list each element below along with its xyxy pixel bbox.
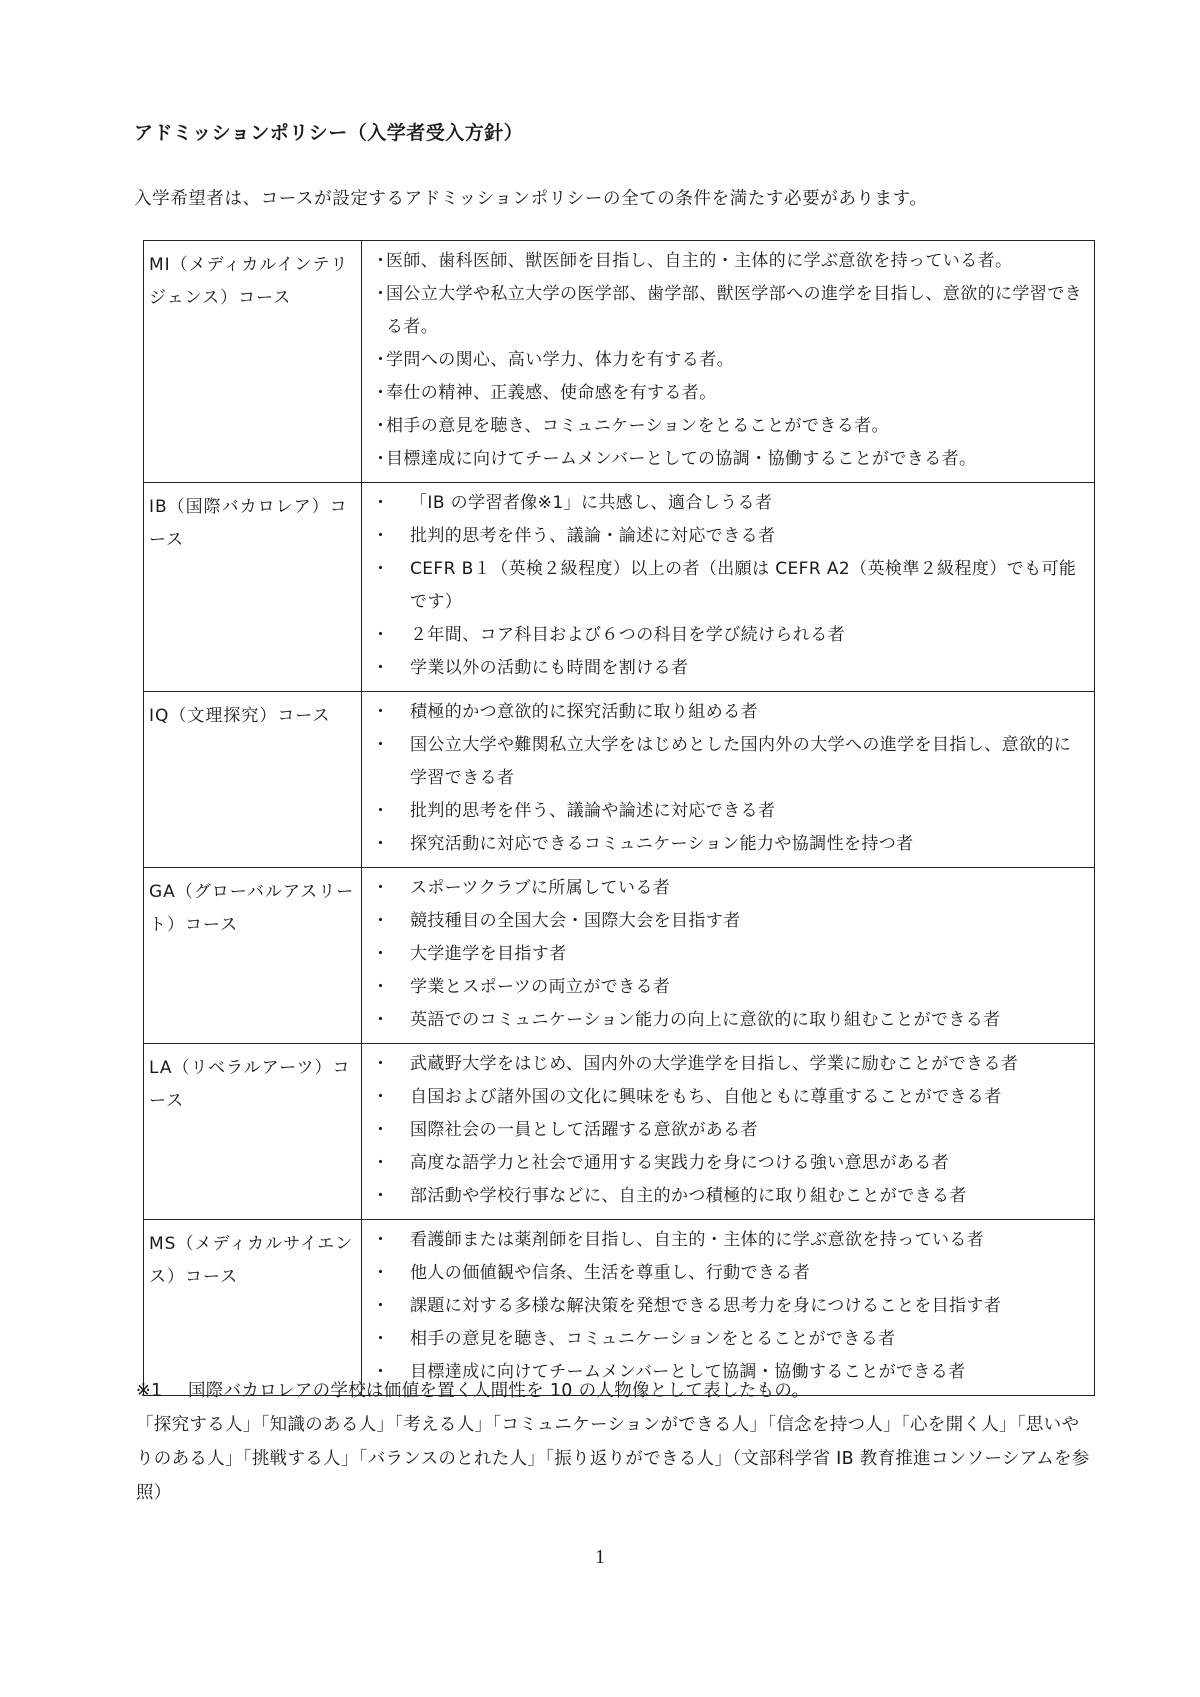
bullet-icon: ・ <box>372 559 390 579</box>
course-requirements <box>362 241 1095 483</box>
course-row <box>144 1044 1095 1220</box>
requirement-item <box>372 487 1088 520</box>
requirement-text: 目標達成に向けてチームメンバーとしての協調・協働することができる者。 <box>386 449 977 469</box>
bullet-icon: ・ <box>372 1186 390 1206</box>
requirement-item <box>372 1224 1088 1257</box>
requirement-text: 英語でのコミュニケーション能力の向上に意欲的に取り組むことができる者 <box>410 1010 1001 1030</box>
requirement-item <box>372 905 1088 938</box>
course-name: IQ（文理探究）コース <box>144 692 362 868</box>
bullet-icon: ・ <box>372 1054 390 1074</box>
requirement-text: 相手の意見を聴き、コミュニケーションをとることができる者。 <box>386 416 889 436</box>
course-requirements <box>362 868 1095 1044</box>
requirement-text: 探究活動に対応できるコミュニケーション能力や協調性を持つ者 <box>410 834 914 854</box>
requirement-item <box>372 1323 1088 1356</box>
course-row <box>144 868 1095 1044</box>
bullet-icon: ・ <box>372 977 390 997</box>
requirement-item <box>372 520 1088 553</box>
bullet-icon: ・ <box>372 1153 390 1173</box>
bullet-icon: ・ <box>372 1296 390 1316</box>
requirement-item <box>372 377 1088 410</box>
bullet-icon: ・ <box>372 1010 390 1030</box>
bullet-icon: ・ <box>372 834 390 854</box>
requirement-item <box>372 795 1088 828</box>
bullet-icon: ・ <box>372 1362 390 1382</box>
bullet-icon: ・ <box>372 1329 390 1349</box>
bullet-icon: ・ <box>372 658 390 678</box>
requirement-item <box>372 1180 1088 1213</box>
requirement-item <box>372 696 1088 729</box>
bullet-icon: ・ <box>372 911 390 931</box>
requirement-text: 相手の意見を聴き、コミュニケーションをとることができる者 <box>410 1329 896 1349</box>
requirement-text: 他人の価値観や信条、生活を尊重し、行動できる者 <box>410 1263 811 1283</box>
bullet-icon: ・ <box>372 416 390 436</box>
requirement-text: 自国および諸外国の文化に興味をもち、自他ともに尊重することができる者 <box>410 1087 1002 1107</box>
course-name: MI（メディカルインテリジェンス）コース <box>144 241 362 483</box>
requirement-item <box>372 1257 1088 1290</box>
requirement-item <box>372 828 1088 861</box>
page-title: アドミッションポリシー（入学者受入方針） <box>134 122 524 144</box>
bullet-icon: ・ <box>372 1263 390 1283</box>
requirement-item <box>372 872 1088 905</box>
requirement-item <box>372 278 1088 344</box>
bullet-icon: ・ <box>372 526 390 546</box>
admission-policy-table <box>143 240 1095 1396</box>
requirement-text: 大学進学を目指す者 <box>410 944 567 964</box>
requirement-item <box>372 1290 1088 1323</box>
footnote <box>136 1374 1096 1510</box>
requirement-text: 学問への関心、高い学力、体力を有する者。 <box>386 350 734 370</box>
course-name: MS（メディカルサイエンス）コース <box>144 1220 362 1396</box>
requirement-text: 学業以外の活動にも時間を割ける者 <box>410 658 689 678</box>
requirement-text: CEFR B１（英検２級程度）以上の者（出願は CEFR A2（英検準２級程度）でも可能です） <box>410 559 1077 612</box>
requirement-text: 国公立大学や難関私立大学をはじめとした国内外の大学への進学を目指し、意欲的に学習できる者 <box>410 735 1072 788</box>
bullet-icon: ・ <box>372 735 390 755</box>
footnote-line-1: 国際バカロレアの学校は価値を置く人間性を 10 の人物像として表したもの。 <box>188 1381 810 1401</box>
requirement-item <box>372 1114 1088 1147</box>
requirement-item <box>372 553 1088 619</box>
requirement-item <box>372 619 1088 652</box>
requirement-item <box>372 410 1088 443</box>
bullet-icon: ・ <box>372 801 390 821</box>
course-row <box>144 241 1095 483</box>
requirement-item <box>372 443 1088 476</box>
requirement-text: 武蔵野大学をはじめ、国内外の大学進学を目指し、学業に励むことができる者 <box>410 1054 1019 1074</box>
bullet-icon: ・ <box>372 350 390 370</box>
requirement-text: 看護師または薬剤師を目指し、自主的・主体的に学ぶ意欲を持っている者 <box>410 1230 985 1250</box>
course-requirements <box>362 483 1095 692</box>
requirement-text: ２年間、コア科目および６つの科目を学び続けられる者 <box>410 625 845 645</box>
footnote-line-2: 「探究する人」「知識のある人」「考える人」「コミュニケーションができる人」「信念を持つ人」「心を開く人」「思いやりのある人」「挑戦する人」「バランスのとれた人」「振り返りができる人」（文部科学省 IB 教育推進コンソーシアムを参照） <box>136 1415 1090 1503</box>
requirement-text: 批判的思考を伴う、議論・論述に対応できる者 <box>410 526 776 546</box>
course-name: LA（リベラルアーツ）コース <box>144 1044 362 1220</box>
requirement-text: 課題に対する多様な解決策を発想できる思考力を身につけることを目指す者 <box>410 1296 1002 1316</box>
requirement-text: 批判的思考を伴う、議論や論述に対応できる者 <box>410 801 776 821</box>
requirement-item <box>372 971 1088 1004</box>
bullet-icon: ・ <box>372 493 390 513</box>
course-row <box>144 1220 1095 1396</box>
requirement-text: スポーツクラブに所属している者 <box>410 878 671 898</box>
requirement-item <box>372 1081 1088 1114</box>
requirement-item <box>372 938 1088 971</box>
requirement-item <box>372 1004 1088 1037</box>
course-requirements <box>362 692 1095 868</box>
bullet-icon: ・ <box>372 383 390 403</box>
requirement-item <box>372 245 1088 278</box>
course-name: IB（国際バカロレア）コース <box>144 483 362 692</box>
bullet-icon: ・ <box>372 702 390 722</box>
requirement-item <box>372 1147 1088 1180</box>
course-requirements <box>362 1220 1095 1396</box>
requirement-text: 国公立大学や私立大学の医学部、歯学部、獣医学部への進学を目指し、意欲的に学習できる者。 <box>386 284 1082 337</box>
footnote-mark: ※1 <box>136 1381 163 1401</box>
requirement-item <box>372 729 1088 795</box>
bullet-icon: ・ <box>372 284 390 304</box>
requirement-text: 国際社会の一員として活躍する意欲がある者 <box>410 1120 758 1140</box>
requirement-text: 「IB の学習者像※1」に共感し、適合しうる者 <box>410 493 773 513</box>
page-number: 1 <box>595 1546 605 1568</box>
intro-text: 入学希望者は、コースが設定するアドミッションポリシーの全ての条件を満たす必要があります。 <box>134 189 928 209</box>
course-requirements <box>362 1044 1095 1220</box>
requirement-text: 学業とスポーツの両立ができる者 <box>410 977 671 997</box>
requirement-text: 奉仕の精神、正義感、使命感を有する者。 <box>386 383 717 403</box>
bullet-icon: ・ <box>372 625 390 645</box>
course-row <box>144 692 1095 868</box>
requirement-text: 部活動や学校行事などに、自主的かつ積極的に取り組むことができる者 <box>410 1186 967 1206</box>
course-row <box>144 483 1095 692</box>
bullet-icon: ・ <box>372 1230 390 1250</box>
bullet-icon: ・ <box>372 251 390 271</box>
bullet-icon: ・ <box>372 1120 390 1140</box>
bullet-icon: ・ <box>372 878 390 898</box>
requirement-text: 目標達成に向けてチームメンバーとして協調・協働することができる者 <box>410 1362 966 1382</box>
bullet-icon: ・ <box>372 449 390 469</box>
requirement-text: 競技種目の全国大会・国際大会を目指す者 <box>410 911 741 931</box>
requirement-item <box>372 344 1088 377</box>
course-name: GA（グローバルアスリート）コース <box>144 868 362 1044</box>
bullet-icon: ・ <box>372 1087 390 1107</box>
requirement-text: 積極的かつ意欲的に探究活動に取り組める者 <box>410 702 758 722</box>
requirement-text: 医師、歯科医師、獣医師を目指し、自主的・主体的に学ぶ意欲を持っている者。 <box>386 251 1013 271</box>
requirement-text: 高度な語学力と社会で通用する実践力を身につける強い意思がある者 <box>410 1153 950 1173</box>
bullet-icon: ・ <box>372 944 390 964</box>
requirement-item <box>372 1048 1088 1081</box>
requirement-item <box>372 652 1088 685</box>
